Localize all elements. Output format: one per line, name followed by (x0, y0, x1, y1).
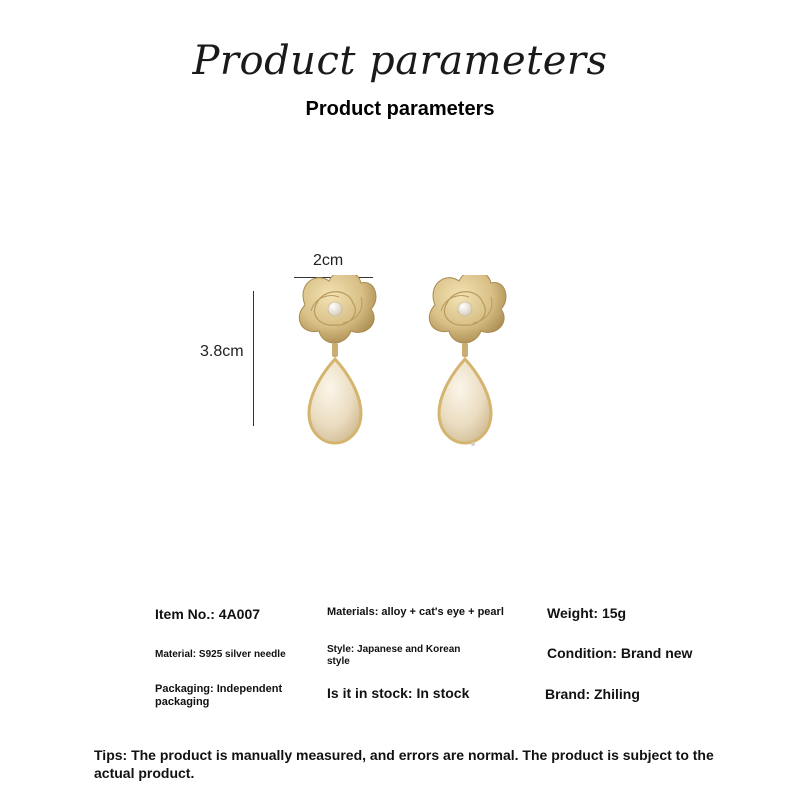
spec-brand: Brand: Zhiling (545, 686, 640, 702)
spec-materials: Materials: alloy + cat's eye + pearl (327, 606, 504, 618)
spec-item-no: Item No.: 4A007 (155, 606, 261, 622)
earrings-product-image (280, 275, 520, 460)
height-dimension-line (253, 291, 254, 426)
spec-style: Style: Japanese and Korean style (327, 644, 461, 667)
height-dimension-label: 3.8cm (200, 343, 244, 360)
right-teardrop-stone (439, 359, 491, 443)
page-title: Product parameters (305, 98, 495, 120)
left-flower-stud (299, 275, 376, 343)
spec-stock: Is it in stock: In stock (327, 685, 470, 701)
width-dimension-label: 2cm (313, 252, 344, 269)
spec-weight: Weight: 15g (547, 605, 627, 621)
spec-packaging: Packaging: Independent packaging (155, 683, 283, 708)
left-earring (299, 275, 376, 443)
script-title: Product parameters (192, 38, 608, 84)
tips-note: Tips: The product is manually measured, and errors are normal. The product is subject to the actual product. (94, 747, 714, 781)
left-teardrop-stone (309, 359, 361, 443)
right-earring (429, 275, 506, 446)
right-flower-stud (429, 275, 506, 343)
spec-condition: Condition: Brand new (547, 645, 693, 661)
spec-material: Material: S925 silver needle (155, 649, 286, 660)
